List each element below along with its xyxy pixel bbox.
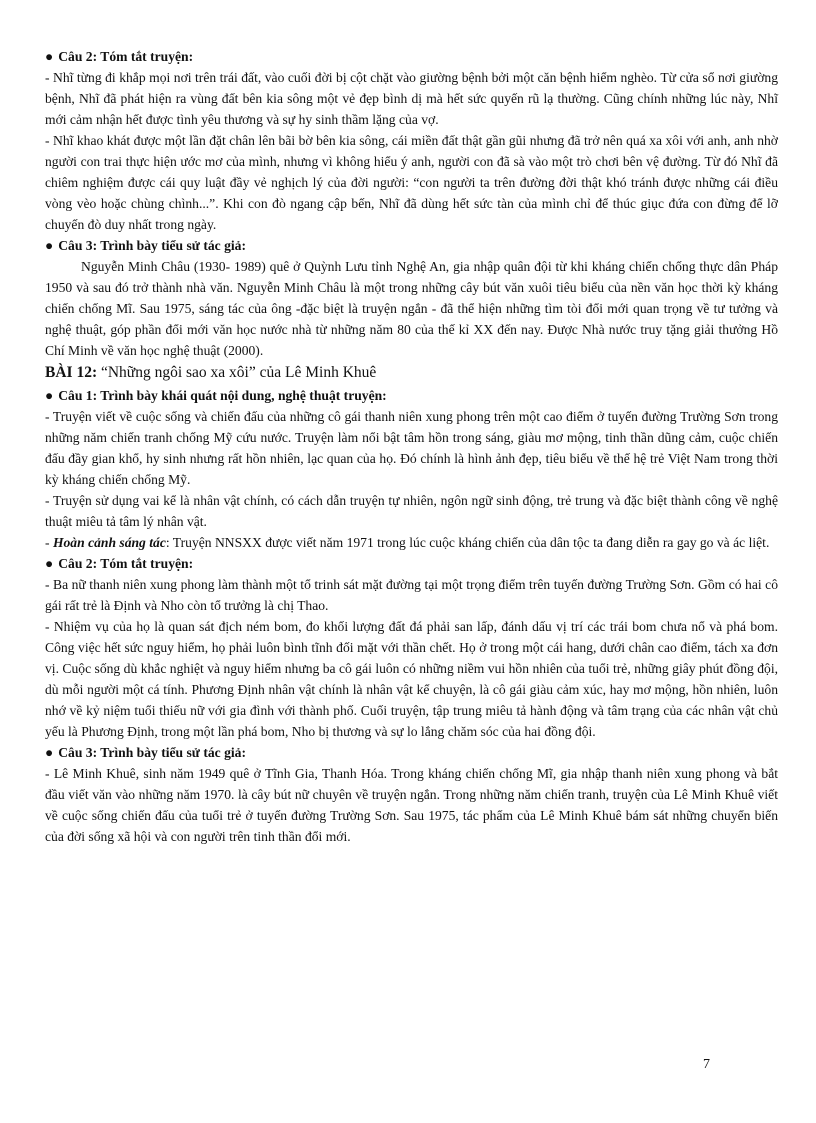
- heading-text: Câu 2: Tóm tắt truyện:: [58, 556, 194, 571]
- paragraph: - Truyện sử dụng vai kể là nhân vật chính, có cách dẫn truyện tự nhiên, ngôn ngữ sinh động, trẻ trung và đặc biệt thành công về nghệ thuật miêu tả tâm lý nhân vật.: [45, 493, 778, 529]
- heading-text: Câu 1: Trình bày khái quát nội dung, nghệ thuật truyện:: [58, 388, 387, 403]
- paragraph: - Ba nữ thanh niên xung phong làm thành một tổ trinh sát mặt đường tại một trọng điểm trên tuyến đường Trường Sơn. Gồm có hai cô gái rất trẻ là Định và Nho còn tổ trưởng là chị Thao.: [45, 577, 778, 613]
- lesson-name: “Những ngôi sao xa xôi” của Lê Minh Khuê: [100, 364, 377, 381]
- context-label: Hoàn cảnh sáng tác: [52, 535, 166, 550]
- context-text: : Truyện NNSXX được viết năm 1971 trong lúc cuộc kháng chiến của dân tộc ta đang diễn ra gay go và ác liệt.: [165, 535, 770, 550]
- heading-text: Câu 3: Trình bày tiểu sử tác giả:: [58, 745, 247, 760]
- bullet-icon: ●: [45, 238, 54, 253]
- paragraph: - Nhiệm vụ của họ là quan sát địch ném bom, đo khối lượng đất đá phải san lấp, đánh dấu vị trí các trái bom chưa nổ và phá bom. Công việc hết sức nguy hiểm, họ phải luôn bình tĩnh đối mặt với thần chết. Họ ở trong một cái hang, dưới chân cao điểm, tách xa đơn vị. Cuộc sống dù khắc nghiệt và nguy hiểm nhưng ba cô gái luôn có những niềm vui hồn nhiên của tuổi trẻ, những giây phút đồng đội, dù mỗi người một cá tính. Phương Định nhân vật chính là nhân vật kể chuyện, là cô gái giàu cảm xúc, hay mơ mộng, hồn nhiên, luôn nhớ về kỷ niệm tuổi thiếu nữ với gia đình với thành phố. Cuối truyện, tập trung miêu tả hành động và tâm trạng của các nhân vật chủ yếu là Phương Định, trong một lần phá bom, Nho bị thương và sự lo lắng chăm sóc của hai đồng đội.: [45, 619, 778, 739]
- section-heading: [45, 235, 778, 256]
- bullet-icon: ●: [45, 49, 54, 64]
- section-heading: [45, 46, 778, 67]
- page-content: [45, 46, 778, 847]
- paragraph: - Nhĩ khao khát được một lần đặt chân lên bãi bờ bên kia sông, cái miền đất thật gần gũi nhưng đã trở nên quá xa xôi với anh, anh nhờ người con trai thực hiện ước mơ của mình, nhưng vì không hiểu ý anh, người con đã sà vào một trò chơi bên vệ đường. Từ đó Nhĩ đã chiêm nghiệm được cái quy luật đầy vẻ nghịch lý của đời người: “con người ta trên đường đời thật khó tránh được những cái điều vòng vèo hoặc chùng chình...”. Khi con đò ngang cập bến, Nhĩ đã dùng hết sức tàn của mình chỉ để thúc giục đứa con đừng để lỡ chuyến đò duy nhất trong ngày.: [45, 133, 778, 232]
- section-heading: [45, 553, 778, 574]
- paragraph: - Nhĩ từng đi khắp mọi nơi trên trái đất, vào cuối đời bị cột chặt vào giường bệnh bởi một căn bệnh hiểm nghèo. Từ cửa sổ nơi giường bệnh, Nhĩ đã phát hiện ra vùng đất bên kia sông một vẻ đẹp bình dị mà hết sức quyến rũ lạ thường. Cũng chính những lúc này, Nhĩ mới cảm nhận hết được tình yêu thương và sự hy sinh thầm lặng của vợ.: [45, 70, 778, 127]
- paragraph: - Truyện viết về cuộc sống và chiến đấu của những cô gái thanh niên xung phong trên một cao điểm ở tuyến đường Trường Sơn trong những năm chiến tranh chống Mỹ cứu nước. Truyện làm nổi bật tâm hồn trong sáng, giàu mơ mộng, tinh thần dũng cảm, cuộc chiến đấu đầy gian khổ, hy sinh nhưng rất hồn nhiên, lạc quan của họ. Đó chính là hình ảnh đẹp, tiêu biểu về thế hệ trẻ Việt Nam trong thời kỳ kháng chiến chống Mỹ.: [45, 409, 778, 487]
- heading-text: Câu 3: Trình bày tiểu sử tác giả:: [58, 238, 247, 253]
- section-heading: [45, 385, 778, 406]
- bullet-icon: ●: [45, 745, 54, 760]
- lesson-title: [45, 361, 778, 385]
- lesson-label: BÀI 12:: [45, 364, 98, 381]
- heading-text: Câu 2: Tóm tắt truyện:: [58, 49, 194, 64]
- paragraph: - Lê Minh Khuê, sinh năm 1949 quê ở Tĩnh Gia, Thanh Hóa. Trong kháng chiến chống Mĩ, gia nhập thanh niên xung phong và bắt đầu viết văn vào những năm 1970. là cây bút nữ chuyên về truyện ngắn. Trong những năm chiến tranh, truyện của Lê Minh Khuê viết về cuộc sống chiến đấu của tuổi trẻ ở tuyến đường Trường Sơn. Sau 1975, tác phẩm của Lê Minh Khuê bám sát những chuyển biến của đời sống xã hội và con người trên tinh thần đổi mới.: [45, 766, 778, 844]
- bullet-icon: ●: [45, 388, 54, 403]
- context-prefix: -: [45, 535, 53, 550]
- paragraph: Nguyễn Minh Châu (1930- 1989) quê ở Quỳnh Lưu tỉnh Nghệ An, gia nhập quân đội từ khi kháng chiến chống thực dân Pháp 1950 và sau đó trở thành nhà văn. Nguyễn Minh Châu là một trong những cây bút văn xuôi tiêu biểu của nền văn học thời kỳ kháng chiến chống Mĩ. Sau 1975, sáng tác của ông -đặc biệt là truyện ngắn - đã thể hiện những tìm tòi đổi mới quan trọng về tư tưởng và nghệ thuật, góp phần đổi mới văn học nước nhà từ những năm 80 của thế kỉ XX đến nay. Được Nhà nước truy tặng giải thưởng Hồ Chí Minh về văn học nghệ thuật (2000).: [45, 259, 778, 358]
- bullet-icon: ●: [45, 556, 54, 571]
- paragraph: [45, 532, 778, 553]
- page-number: 7: [703, 1057, 710, 1072]
- section-heading: [45, 742, 778, 763]
